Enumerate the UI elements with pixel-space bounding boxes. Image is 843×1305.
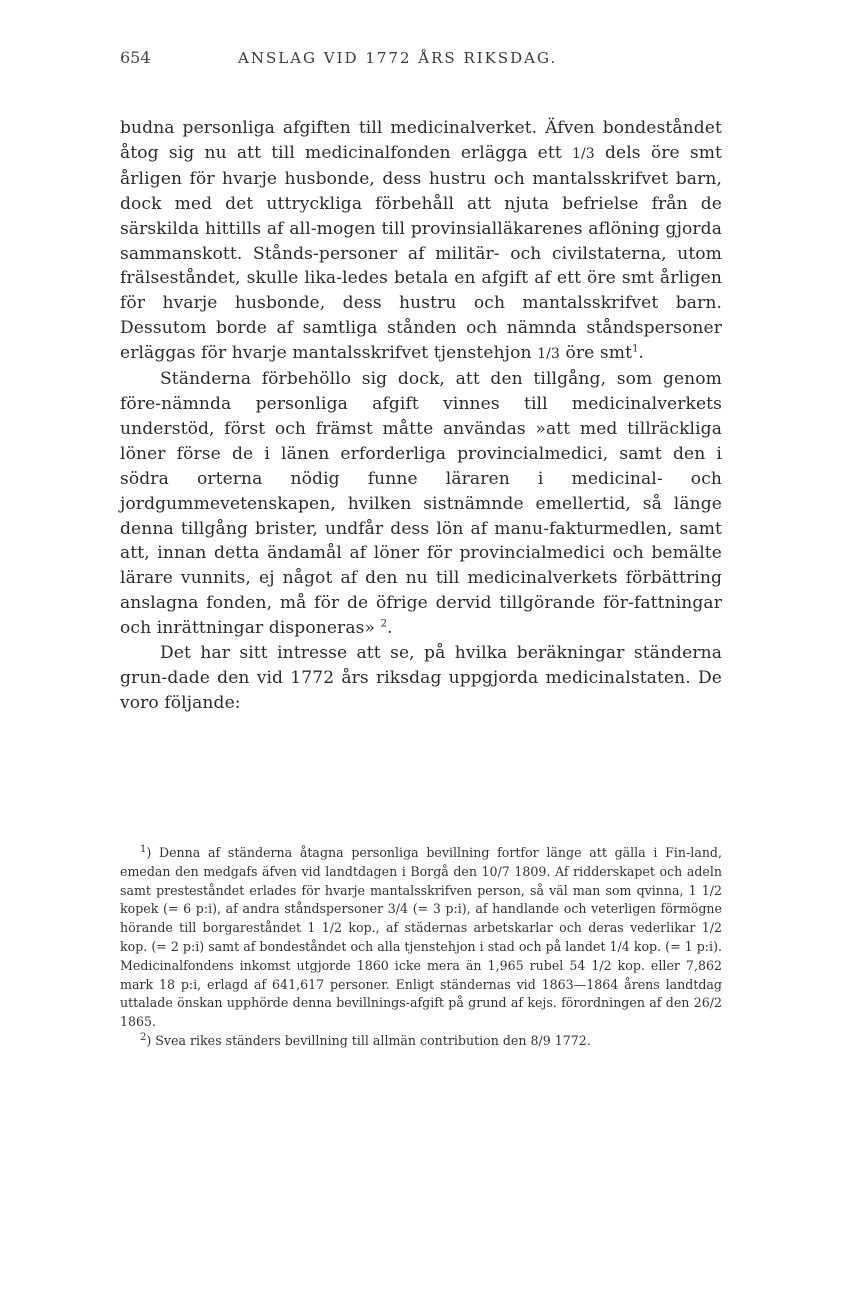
paragraph-1-part-4: . <box>638 343 645 364</box>
paragraph-3: Det har sitt intresse att se, på hvilka beräkningar ständerna grun-dade den vid 1772 års riksdag uppgjorda medicinalstaten. De voro följande: <box>120 643 722 713</box>
paragraph-2 <box>120 367 722 641</box>
fraction: 1/3 <box>537 346 560 363</box>
footnote-ref-1[interactable]: 1 <box>632 343 639 355</box>
footnote-1-text: Denna af ständerna åtagna personliga bevillning fortfor länge att gälla i Fin-land, emedan den medgafs äfven vid landtdagen i Borgå den 10/7 1809. Af ridderskapet och adeln samt presteståndet erlades för hvarje mantalsskrifven person, så väl man som qvinna, 1 1/2 kopek (= 6 p:i), af andra ståndspersoner 3/4 (= 3 p:i), af handlande och veterligen förmögne hörande till borgareståndet 1 1/2 kop., af städernas arbetskarlar och deras vederlikar 1/2 kop. (= 2 p:i) samt af bondeståndet och alla tjenstehjon i stad och på landet 1/4 kop. (= 1 p:i). Medicinalfondens inkomst utgjorde 1860 icke mera än 1,965 rubel 54 1/2 kop. eller 7,862 mark 18 p:i, erlagd af 641,617 personer. Enligt ständernas vid 1863—1864 årens landtdag uttalade önskan upphörde denna bevillnings-afgift på grund af kejs. förordningen af den 26/2 1865. <box>120 845 722 1030</box>
paragraph-1 <box>120 116 722 367</box>
footnote-marker-2: 2 <box>140 1031 147 1043</box>
footnote-1: $^1$) Denna af ständerna åtagna personliga bevillning fortfor länge att gälla i Fin-land, emedan den medgafs äfven vid landtdagen i Borgå den 10/7 1809. Af ridderskapet och adeln samt presteståndet erlades för hvarje mantalsskrifven person, så väl man som qvinna, 1 1/2 kopek (= 6 p:i), af andra ståndspersoner 3/4 (= 3 p:i), af handlande och veterligen förmögne hörande till borgareståndet 1 1/2 kop., af städernas arbetskarlar och deras vederlikar 1/2 kop. (= 2 p:i) samt af bondeståndet och alla tjenstehjon i stad och på landet 1/4 kop. (= 1 p:i). Medicinalfondens inkomst utgjorde 1860 icke mera än 1,965 rubel 54 1/2 kop. eller 7,862 mark 18 p:i, erlagd af 641,617 personer. Enligt ständernas vid 1863—1864 årens landtdag uttalade önskan upphörde denna bevillnings-afgift på grund af kejs. förordningen af den 26/2 1865. <box>120 843 722 1030</box>
paragraph-1-part-1: budna personliga afgiften till medicinalverket. Äfven bondeståndet åtog sig nu att till medicinalfonden erlägga ett <box>120 118 722 163</box>
footnotes <box>120 844 722 1051</box>
paragraph-1-part-3: öre smt <box>559 343 633 364</box>
paragraph-1-part-2: dels öre smt årligen för hvarje husbonde, dess hustru och mantalsskrifvet barn, dock med det uttryckliga förbehåll att njuta befrielse från de särskilda hittills af all-mogen till provinsialläkarenes aflöning gjorda sammanskott. Stånds-personer af militär- och civilstaterna, utom frälseståndet, skulle lika-ledes betala en afgift af ett öre smt årligen för hvarje husbonde, dess hustru och mantalsskrifvet barn. Dessutom borde af samtliga stånden och nämnda ståndspersoner erläggas för hvarje mantalsskrifvet tjenstehjon <box>120 142 722 364</box>
fraction: 1/3 <box>571 145 595 162</box>
footnote-2: $^2$) Svea rikes ständers bevillning till allmän contribution den 8/9 1772. <box>140 1031 591 1048</box>
footnote-ref-2[interactable]: 2 <box>380 618 388 630</box>
paragraph-2-part-2: . <box>387 618 393 639</box>
body-text <box>120 116 722 716</box>
footnote-2-text: Svea rikes ständers bevillning till allmän contribution den 8/9 1772. <box>155 1032 591 1048</box>
paragraph-2-part-1: Ständerna förbehöllo sig dock, att den tillgång, som genom före-nämnda personliga afgift vinnes till medicinalverkets understöd, först och främst måtte användas »att med tillräckliga löner förse de i länen erforderliga provincialmedici, samt den i södra orterna nödig funne läraren i medicinal- och jordgummevetenskapen, hvilken sistnämnde emellertid, så länge denna tillgång brister, undfår dess lön af manu-fakturmedlen, samt att, innan detta ändamål af löner för provincialmedici och bemälte lärare vunnits, ej något af den nu till medicinalverkets förbättring anslagna fonden, må för de öfrige dervid tillgörande för-fattningar och inrättningar disponeras» <box>120 369 722 639</box>
page-header <box>120 48 740 72</box>
page-number: 654 <box>120 48 151 67</box>
running-head: ANSLAG VID 1772 ÅRS RIKSDAG. <box>238 49 558 67</box>
footnote-marker-1: 1 <box>140 843 147 855</box>
